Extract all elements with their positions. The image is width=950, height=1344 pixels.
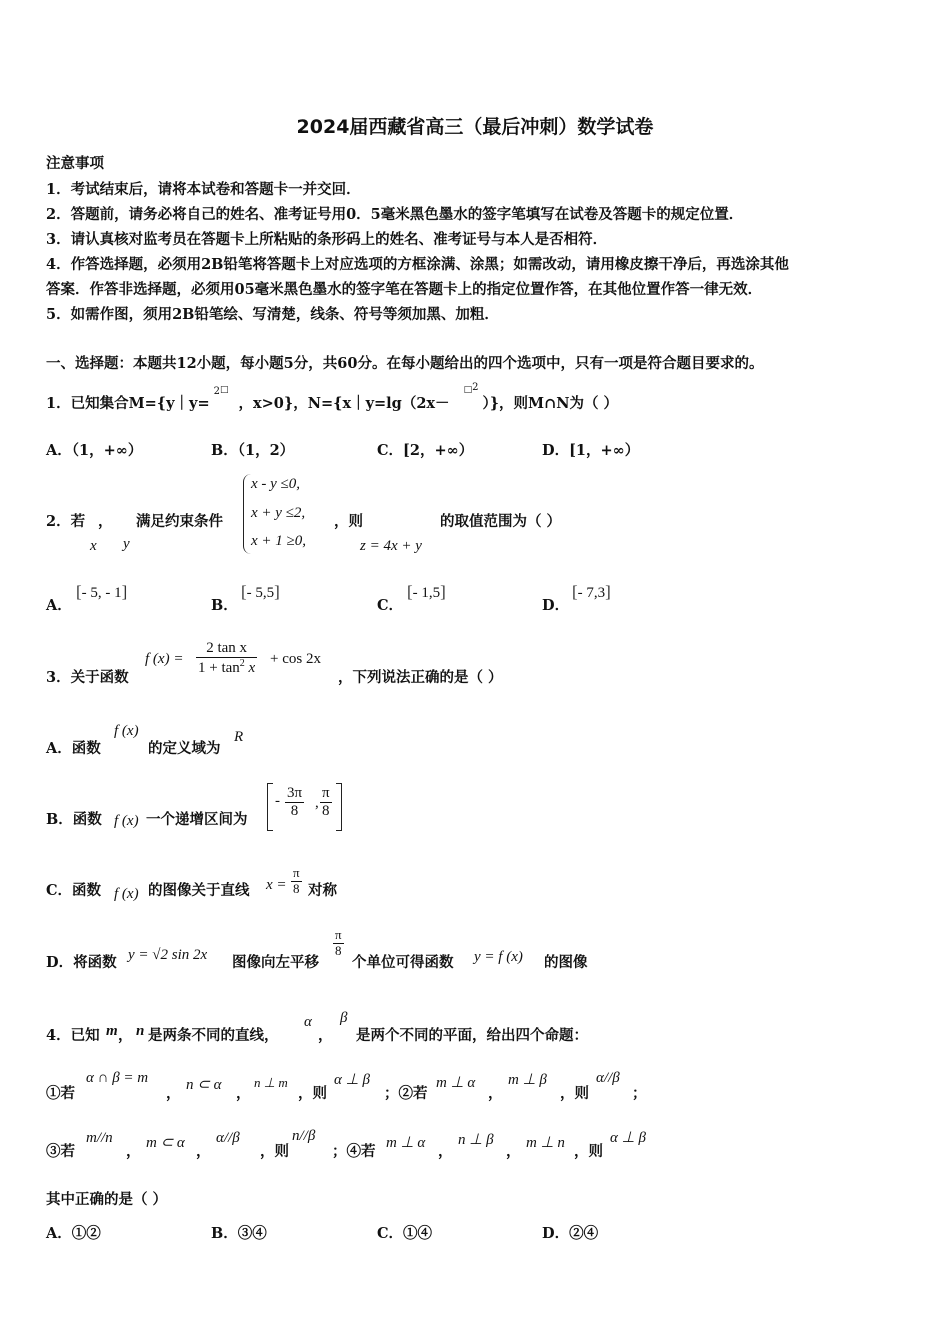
right-bracket [336, 783, 342, 831]
q4-r2-expr: m//n [86, 1130, 113, 1146]
q3-option-c-x: x = [266, 877, 287, 893]
frac-num: 3π [285, 785, 304, 803]
q4-r2-sep: ， [196, 1143, 211, 1160]
q4-var-m: m [106, 1023, 118, 1039]
q4-text-1: 4．已知 [46, 1027, 100, 1044]
q3-option-d-text-4: 的图像 [544, 954, 588, 971]
comma: , [315, 795, 319, 811]
q4-r1-expr: n ⊥ m [254, 1075, 288, 1090]
q3-option-d-text-1: D．将函数 [46, 954, 117, 971]
frac-den: 8 [293, 880, 300, 896]
q4-r2-then: ，则 [574, 1143, 603, 1160]
q4-r1-label: ；②若 [384, 1085, 428, 1102]
q4-r2-expr: n//β [292, 1128, 316, 1144]
q4-r2-sep: ， [506, 1143, 521, 1160]
q2-text-5: 的取值范围为（ ） [440, 513, 562, 530]
q2-option-d-label: D． [542, 597, 570, 614]
den-exponent: 2 [239, 658, 245, 670]
q4-r1-end: ； [632, 1085, 647, 1102]
q2-text-3: 满足约束条件 [136, 513, 223, 530]
q1-text-3: ）}，则M∩N为（ ） [482, 395, 619, 412]
frac-den: 8 [322, 803, 330, 820]
q3-function-lhs: f (x) = [145, 651, 184, 667]
q4-var-n: n [136, 1023, 145, 1039]
q4-r2-sep: ， [126, 1143, 141, 1160]
q4-r1-expr: α ⊥ β [334, 1072, 370, 1088]
q2-option-b-range: [- 5,5] [241, 582, 280, 601]
range-value: - 7,3 [577, 585, 606, 601]
q4-r2-expr: m ⊥ α [386, 1135, 426, 1151]
q1-text-2: ，x>0}，N={x｜y=lg（2x－ [238, 395, 450, 412]
notice-item: 1．考试结束后，请将本试卷和答题卡一并交回． [46, 181, 361, 198]
q4-r2-then: ，则 [260, 1143, 289, 1160]
q1-option-a: A．（1，+∞） [46, 442, 143, 459]
page-title: 2024届西藏省高三（最后冲刺）数学试卷 [296, 116, 654, 138]
question-1 [46, 382, 619, 413]
q4-r2-label: ③若 [46, 1143, 75, 1160]
frac-den: 8 [335, 942, 342, 958]
q3-option-d-target: y = f (x) [474, 949, 523, 965]
q3-cos-term: + cos 2x [270, 651, 321, 667]
q4-text-2: 是两条不同的直线， [148, 1027, 279, 1044]
q3-option-c-text-2: 的图像关于直线 [148, 882, 250, 899]
q2-text-4: ，则 [334, 513, 363, 530]
q3-option-c-frac [291, 866, 302, 897]
q2-option-a-range: [- 5, - 1] [76, 582, 128, 601]
notice-heading: 注意事项 [46, 155, 104, 172]
q3-option-d-text-3: 个单位可得函数 [352, 954, 454, 971]
den-text: 1 + tan [198, 660, 240, 677]
q4-which: 其中正确的是（ ） [46, 1191, 168, 1208]
q1-exponent-1: 2 [213, 386, 220, 397]
q4-r1-expr: n ⊂ α [186, 1077, 222, 1093]
q4-r1-label: ①若 [46, 1085, 75, 1102]
box-glyph-icon: □ [220, 385, 229, 395]
q2-option-c-range: [- 1,5] [407, 582, 446, 601]
q1-text-1: 1．已知集合M={y｜y= [46, 395, 210, 412]
q3-text-1: 3．关于函数 [46, 669, 129, 686]
q3-option-a-text-1: A．函数 [46, 740, 101, 757]
q4-option-b: B．③④ [211, 1225, 267, 1242]
frac-num: π [293, 865, 300, 880]
q3-option-c-text-1: C．函数 [46, 882, 102, 899]
q4-r1-expr: α ∩ β = m [86, 1070, 149, 1086]
q1-exponent-2: 2 [472, 382, 479, 393]
q4-comma: ， [118, 1027, 133, 1044]
q4-r1-expr: m ⊥ α [436, 1075, 476, 1091]
q2-constraint: x + y ≤2, [251, 505, 306, 521]
q3-option-c-func: f (x) [114, 886, 139, 902]
left-bracket [267, 783, 273, 831]
q3-option-d-frac [333, 928, 344, 959]
q4-r2-label: ；④若 [332, 1143, 376, 1160]
q4-r2-expr: m ⊥ n [526, 1135, 565, 1151]
q3-denominator [196, 658, 257, 677]
q2-text-1: 2．若 [46, 513, 86, 530]
q2-option-b-label: B． [211, 597, 238, 614]
den-var: x [248, 660, 256, 677]
q3-option-b-text-1: B．函数 [46, 811, 102, 828]
frac-den: 8 [290, 803, 299, 820]
q3-option-d-func: y = √2 sin 2x [128, 947, 208, 963]
frac-num: π [335, 927, 342, 942]
notice-item: 4．作答选择题，必须用2B铅笔将答题卡上对应选项的方框涂满、涂黑；如需改动，请用橡皮擦干净后，再选涂其他 [46, 256, 789, 273]
q4-option-d: D．②④ [542, 1225, 599, 1242]
q4-r2-expr: n ⊥ β [458, 1132, 494, 1148]
q3-option-b-frac-1 [285, 785, 304, 821]
q4-r1-then: ，则 [560, 1085, 589, 1102]
notice-item: 答案．作答非选择题，必须用05毫米黑色墨水的签字笔在答题卡上的指定位置作答，在其他位置作答一律无效． [46, 281, 763, 298]
box-glyph-icon: □ [463, 385, 473, 395]
q3-option-d-text-2: 图像向左平移 [232, 954, 319, 971]
q2-constraint: x + 1 ≥0, [251, 533, 307, 549]
q4-r1-sep: ， [236, 1085, 251, 1102]
q4-r1-sep: ， [166, 1085, 181, 1102]
q2-objective: z = 4x + y [360, 538, 422, 554]
q3-option-a-func: f (x) [114, 723, 139, 739]
q2-option-a-label: A． [46, 597, 72, 614]
q4-r1-expr: m ⊥ β [508, 1072, 547, 1088]
q4-r2-sep: ， [438, 1143, 453, 1160]
q3-option-a-set: R [234, 729, 244, 745]
q4-r2-expr: α//β [216, 1130, 240, 1146]
range-value: - 5, - 1 [81, 585, 122, 601]
q4-r2-expr: α ⊥ β [610, 1130, 646, 1146]
q3-text-2: ，下列说法正确的是（ ） [338, 669, 503, 686]
q4-r1-then: ，则 [298, 1085, 327, 1102]
q2-constraint: x - y ≤0, [251, 476, 301, 492]
notice-item: 2．答题前，请务必将自己的姓名、准考证号用0．5毫米黑色墨水的签字笔填写在试卷及答题卡的规定位置． [46, 206, 744, 223]
range-value: - 1,5 [412, 585, 441, 601]
q4-comma: ， [318, 1027, 333, 1044]
q2-var-y: y [123, 536, 130, 552]
frac-num: π [320, 785, 332, 803]
q2-option-d-range: [- 7,3] [572, 582, 611, 601]
q3-option-c-text-3: 对称 [308, 882, 337, 899]
q4-alpha: α [304, 1014, 312, 1030]
q4-option-c: C．①④ [377, 1225, 433, 1242]
q1-option-b: B．（1，2） [211, 442, 295, 459]
notice-item: 5．如需作图，须用2B铅笔绘、写清楚，线条、符号等须加黑、加粗． [46, 306, 499, 323]
q2-text-2: ， [98, 513, 113, 530]
q2-option-c-label: C． [377, 597, 404, 614]
range-value: - 5,5 [246, 585, 275, 601]
q3-fraction [196, 640, 257, 678]
q4-r1-sep: ， [488, 1085, 503, 1102]
notice-item: 3．请认真核对监考员在答题卡上所粘贴的条形码上的姓名、准考证号与本人是否相符． [46, 231, 608, 248]
q4-r1-expr: α//β [596, 1070, 620, 1086]
q3-option-b-func: f (x) [114, 813, 139, 829]
q4-beta: β [340, 1010, 348, 1026]
q1-option-c: C．[2，+∞） [377, 442, 474, 459]
q4-text-3: 是两个不同的平面，给出四个命题： [356, 1027, 588, 1044]
q3-option-a-text-2: 的定义域为 [148, 740, 221, 757]
q3-numerator: 2 tan x [196, 640, 257, 658]
q1-option-d: D．[1，+∞） [542, 442, 640, 459]
q2-var-x: x [90, 538, 97, 554]
q4-option-a: A．①② [46, 1225, 101, 1242]
q4-r2-expr: m ⊂ α [146, 1135, 185, 1151]
q3-option-b-minus: - [275, 793, 280, 809]
q3-option-b-frac-2 [320, 785, 332, 821]
q3-option-b-text-2: 一个递增区间为 [146, 811, 248, 828]
section-heading: 一、选择题：本题共12小题，每小题5分，共60分。在每小题给出的四个选项中，只有一项是符合题目要求的。 [46, 355, 764, 372]
